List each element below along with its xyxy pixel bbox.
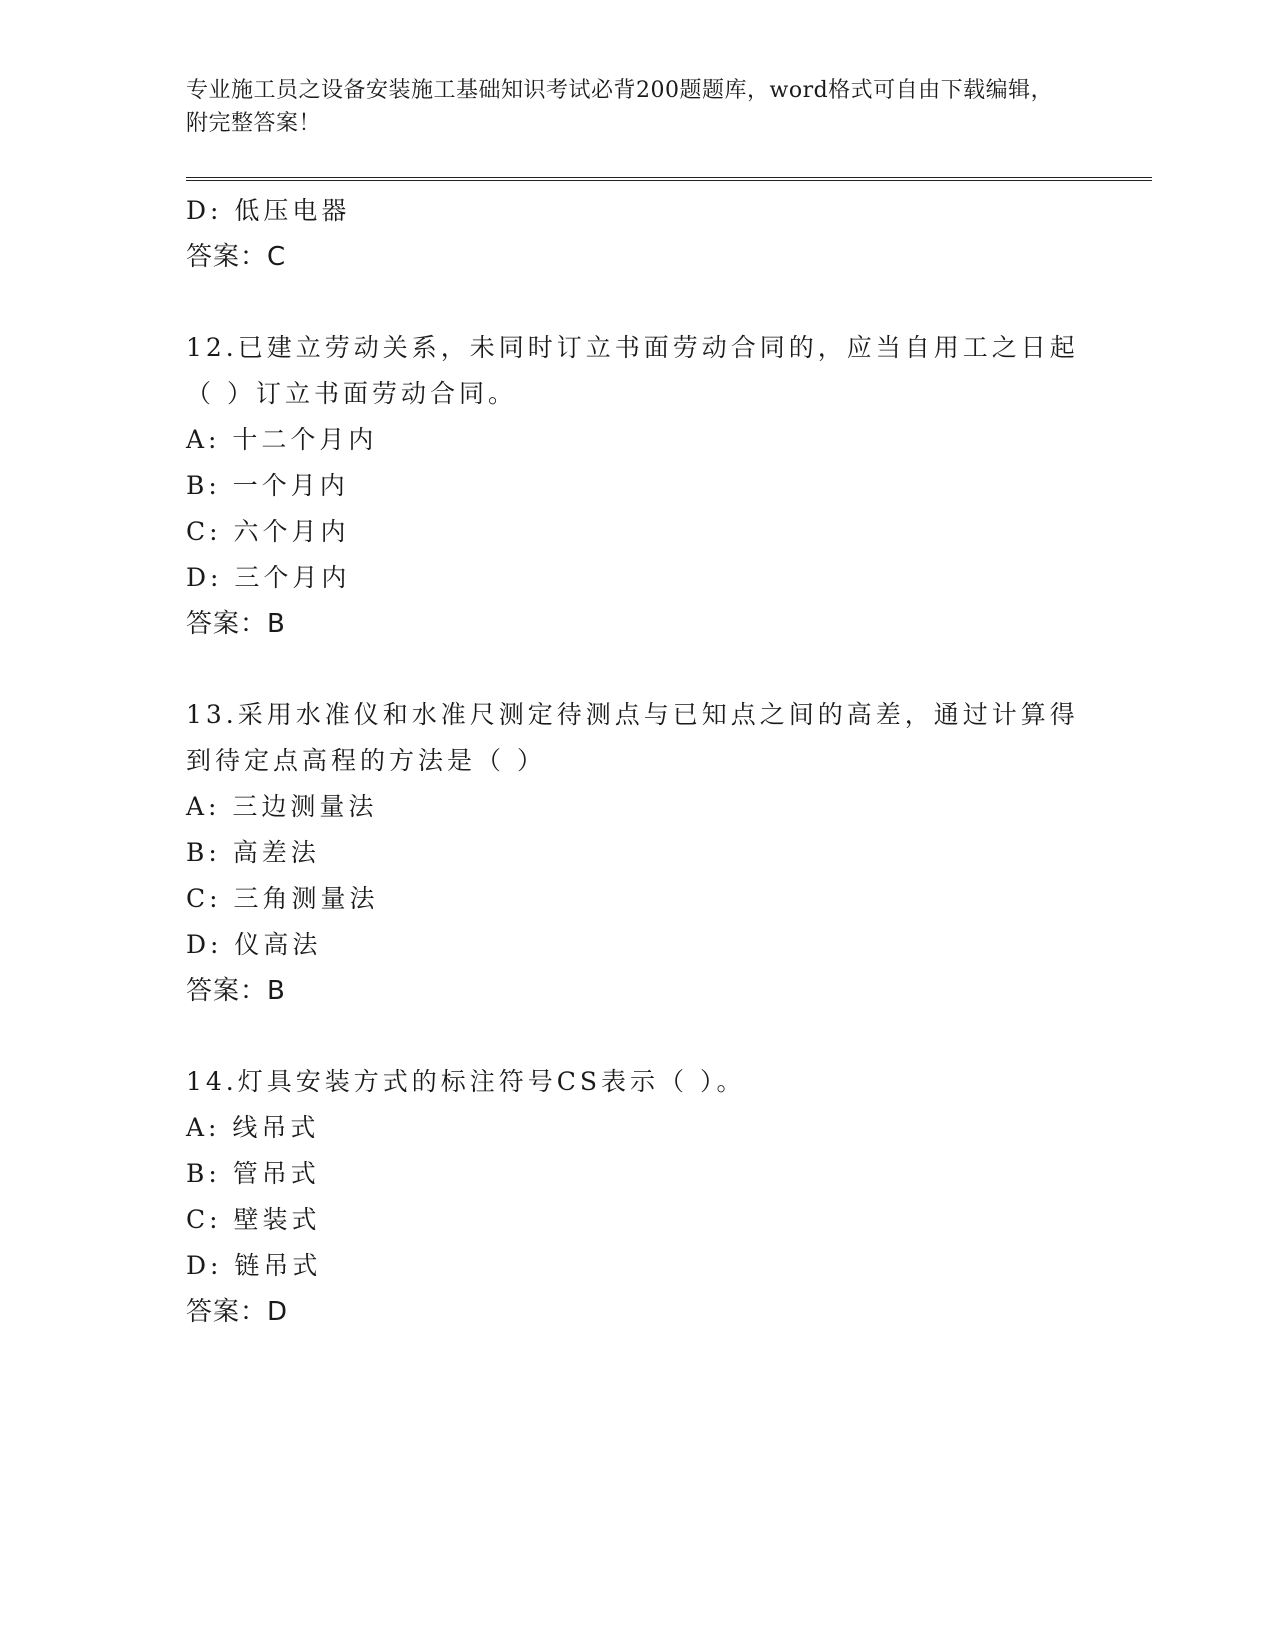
question-stem: 12.已建立劳动关系，未同时订立书面劳动合同的，应当自用工之日起（ ）订立书面劳动合同。	[186, 333, 1079, 408]
option-c: C: 三角测量法	[186, 884, 379, 913]
page-content	[186, 188, 1086, 1335]
question-stem: 14.灯具安装方式的标注符号CS表示（ ）。	[186, 1067, 746, 1096]
answer: 答案：D	[186, 1297, 289, 1327]
option-b: B: 管吊式	[186, 1159, 320, 1188]
question-13	[186, 692, 1086, 1014]
option-a: A: 三边测量法	[186, 792, 378, 821]
option-d: D: 仪高法	[186, 930, 322, 959]
option-a: A: 线吊式	[186, 1113, 320, 1142]
question-14	[186, 1059, 1086, 1335]
option-d: D: 三个月内	[186, 563, 351, 592]
option-d: D: 链吊式	[186, 1251, 322, 1280]
answer: 答案：B	[186, 609, 286, 639]
option-c: C: 六个月内	[186, 517, 350, 546]
option-b: B: 一个月内	[186, 471, 349, 500]
option-a: A: 十二个月内	[186, 425, 378, 454]
option-b: B: 高差法	[186, 838, 320, 867]
question-12	[186, 325, 1086, 647]
option-c: C: 壁装式	[186, 1205, 321, 1234]
page-header: 专业施工员之设备安装施工基础知识考试必背200题题库，word格式可自由下载编辑，附完整答案！	[186, 78, 1054, 136]
answer: 答案：C	[186, 242, 287, 272]
question-stem: 13.采用水准仪和水准尺测定待测点与已知点之间的高差，通过计算得到待定点高程的方法是（ ）	[186, 700, 1079, 775]
header-divider	[186, 177, 1152, 181]
answer: 答案：B	[186, 976, 286, 1006]
option-d: D: 低压电器	[186, 196, 351, 225]
